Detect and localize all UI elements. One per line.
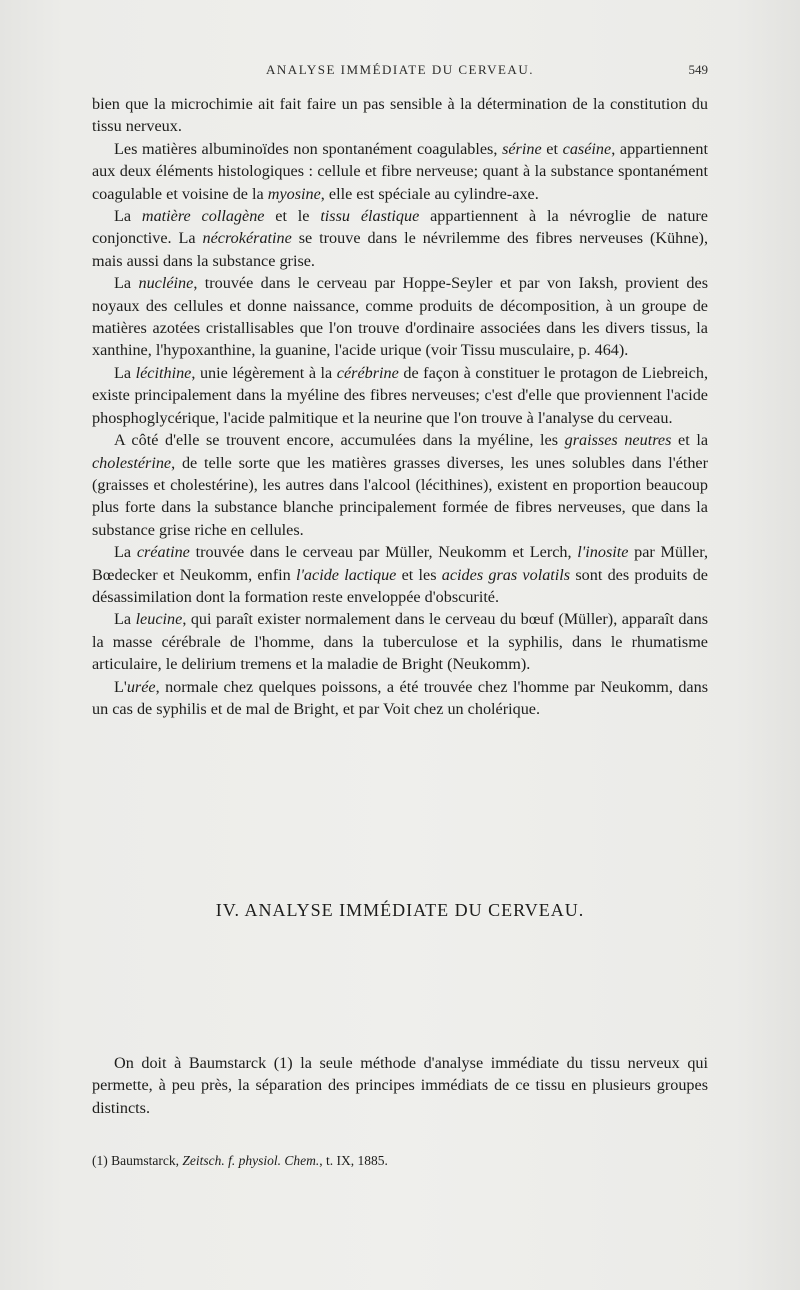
italic-term: sérine [502,139,542,158]
paragraph: bien que la microchimie ait fait faire un pas sensible à la détermination de la constitution du tissu nerveux. [92,95,708,136]
page-number: 549 [688,62,708,77]
italic-term: leucine [135,610,183,629]
italic-term: myosine [267,184,321,203]
italic-term: cérébrine [336,363,399,382]
italic-term: nucléine [138,274,194,293]
italic-term: caséine [562,139,612,158]
italic-term: l'inosite [577,543,629,562]
italic-term: cholestérine [92,453,172,472]
italic-term: Zeitsch. f. physiol. Chem. [182,1153,320,1168]
paragraph: La nucléine, trouvée dans le cerveau par Hoppe-Seyler et par von Iaksh, provient des noyaux des cellules et donne naissance, comme produits de décomposition, à un groupe de matières azotées cristallisables que l'on trouve d'ordinaire associées dans les divers tissus, la xanthine, l'hypoxanthine, la guanine, l'acide urique (voir Tissu musculaire, p. 464). [92,274,709,360]
italic-term: lécithine [135,363,192,382]
italic-term: tissu élastique [320,207,420,226]
italic-term: nécrokératine [202,229,292,248]
paragraph: A côté d'elle se trouvent encore, accumulées dans la myéline, les graisses neutres et la cholestérine, de telle sorte que les matières grasses diverses, les unes solubles dans l'éther (graisses et cholestérine), les autres dans l'alcool (lécithines), existent en proportion beaucoup plus forte dans la substance blanche principalement formée de fibres nerveuses, que dans la substance grise riche en cellules. [92,431,709,539]
body-text [92,93,708,720]
section-paragraph: On doit à Baumstarck (1) la seule méthode d'analyse immédiate du tissu nerveux qui permette, à peu près, la séparation des principes immédiats de ce tissu en plusieurs groupes distincts. [92,1054,708,1117]
paragraph: Les matières albuminoïdes non spontanément coagulables, sérine et caséine, appartiennent aux deux éléments histologiques : cellule et fibre nerveuse; quant à la substance spontanément coagulable et voisine de la myosine, elle est spéciale au cylindre-axe. [92,139,708,203]
italic-term: acides gras volatils [441,565,571,584]
section-heading: IV. ANALYSE IMMÉDIATE DU CERVEAU. [215,900,585,920]
italic-term: graisses neutres [564,431,672,450]
running-title: ANALYSE IMMÉDIATE DU CERVEAU. [266,62,534,77]
footnote: (1) Baumstarck, Zeitsch. f. physiol. Chem., t. IX, 1885. [92,1153,388,1168]
italic-term: urée [126,677,156,696]
paragraph: La leucine, qui paraît exister normalement dans le cerveau du bœuf (Müller), apparaît dans la masse cérébrale de l'homme, dans la tuberculose et la syphilis, dans le rhumatisme articulaire, le delirium tremens et la maladie de Bright (Neukomm). [92,610,708,674]
running-head [92,62,708,84]
paragraph: La lécithine, unie légèrement à la cérébrine de façon à constituer le protagon de Liebreich, existe principalement dans la myéline des fibres nerveuses; c'est d'elle que proviennent l'acide phosphoglycérique, l'acide palmitique et la neurine que l'on trouve à l'analyse du cerveau. [92,363,708,427]
paragraph: La matière collagène et le tissu élastique appartiennent à la névroglie de nature conjonctive. La nécrokératine se trouve dans le névrilemme des fibres nerveuses (Kühne), mais aussi dans la substance grise. [92,207,708,270]
paragraph: L'urée, normale chez quelques poissons, a été trouvée chez l'homme par Neukomm, dans un cas de syphilis et de mal de Bright, et par Voit chez un cholérique. [92,677,708,718]
italic-term: l'acide lactique [295,565,397,584]
paragraph: La créatine trouvée dans le cerveau par Müller, Neukomm et Lerch, l'inosite par Müller, Bœdecker et Neukomm, enfin l'acide lactique et les acides gras volatils sont des produits de désassimilation dont la formation reste enveloppée d'obscurité. [92,543,709,606]
italic-term: créatine [136,543,190,562]
italic-term: matière collagène [141,207,265,226]
section-text [92,1052,708,1119]
